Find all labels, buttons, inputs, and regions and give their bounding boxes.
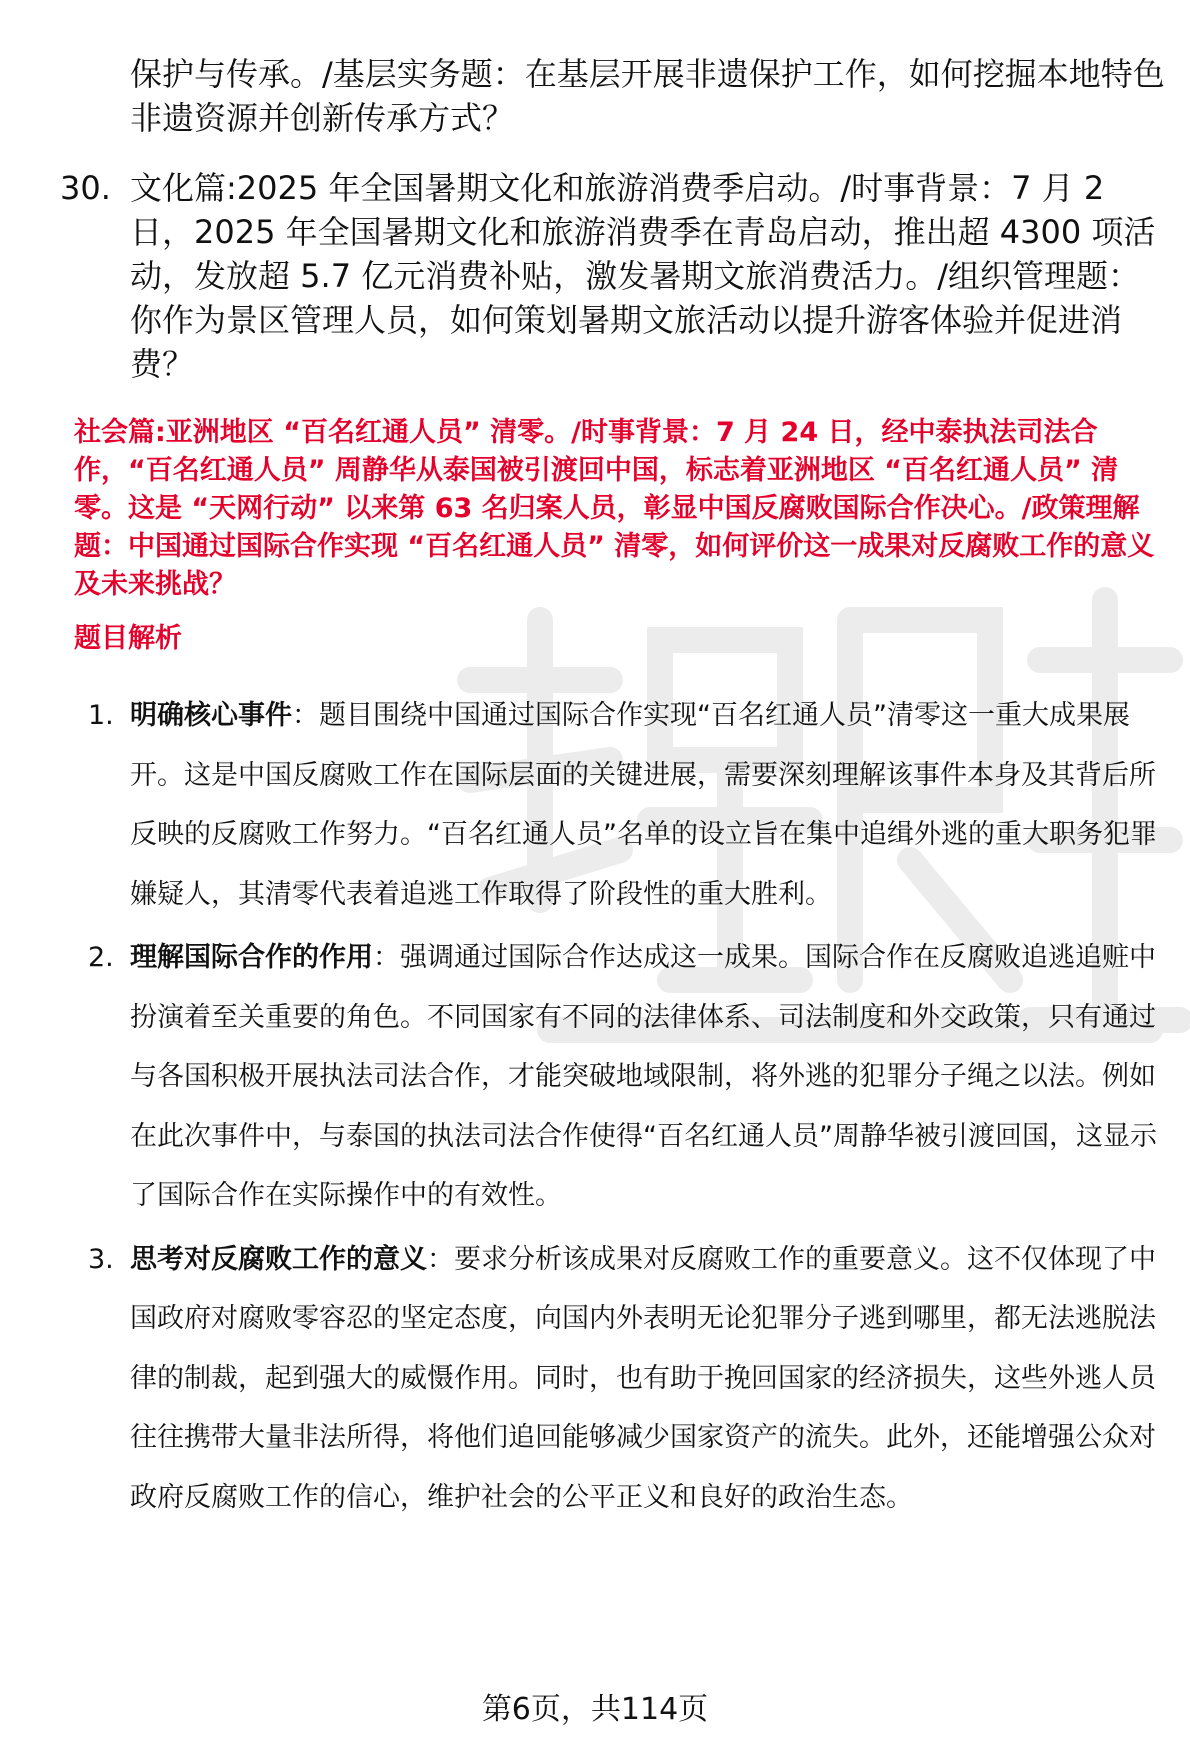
question-number: 30. [60, 169, 111, 207]
analysis-item-text: 题目围绕中国通过国际合作实现“百名红通人员”清零这一重大成果展开。这是中国反腐败工作在国际层面的关键进展，需要深刻理解该事件本身及其背后所反映的反腐败工作努力。“百名红通人员”名单的设立旨在集中追缉外逃的重大职务犯罪嫌疑人，其清零代表着追逃工作取得了阶段性的重大胜利。 [130, 700, 1157, 910]
continued-question-text: 保护与传承。/基层实务题：在基层开展非遗保护工作，如何挖掘本地特色非遗资源并创新传承方式？ [130, 55, 1165, 137]
analysis-item-text: 强调通过国际合作达成这一成果。国际合作在反腐败追逃追赃中扮演着至关重要的角色。不同国家有不同的法律体系、司法制度和外交政策，只有通过与各国积极开展执法司法合作，才能突破地域限制，将外逃的犯罪分子绳之以法。例如在此次事件中，与泰国的执法司法合作使得“百名红通人员”周静华被引渡回国，这显示了国际合作在实际操作中的有效性。 [130, 942, 1157, 1211]
analysis-item-title: 明确核心事件 [130, 700, 292, 731]
analysis-item-title: 理解国际合作的作用 [130, 942, 373, 973]
analysis-item-body [130, 1230, 1170, 1528]
analysis-item [88, 928, 1170, 1226]
analysis-item-body [130, 686, 1170, 924]
analysis-heading: 题目解析 [74, 623, 182, 654]
page-footer: 第6页，共114页 [481, 1692, 709, 1727]
analysis-item [88, 1230, 1170, 1528]
analysis-item-number: 3. [88, 1243, 114, 1275]
analysis-item-separator: ： [373, 942, 400, 973]
analysis-item-separator: ： [292, 700, 319, 731]
question-30 [60, 166, 1170, 386]
question-text: 文化篇:2025 年全国暑期文化和旅游消费季启动。/时事背景：7 月 2 日，2025 年全国暑期文化和旅游消费季在青岛启动，推出超 4300 项活动，发放超 5.7 亿元消费补贴，激发暑期文旅消费活力。/组织管理题：你作为景区管理人员，如何策划暑期文旅活动以提升游客体验并促进消费？ [130, 169, 1156, 383]
analysis-list [88, 686, 1170, 1531]
analysis-item-number: 1. [88, 700, 114, 731]
analysis-item-body [130, 928, 1170, 1226]
highlighted-question: 社会篇:亚洲地区 “百名红通人员” 清零。/时事背景：7 月 24 日，经中泰执法司法合作，“百名红通人员” 周静华从泰国被引渡回中国，标志着亚洲地区 “百名红通人员” 清零。这是 “天网行动” 以来第 63 名归案人员，彰显中国反腐败国际合作决心。/政策理解题：中国通过国际合作实现 “百名红通人员” 清零，如何评价这一成果对反腐败工作的意义及未来挑战？ [74, 417, 1155, 600]
analysis-item-separator: ： [427, 1243, 454, 1275]
analysis-item-text: 要求分析该成果对反腐败工作的重要意义。这不仅体现了中国政府对腐败零容忍的坚定态度，向国内外表明无论犯罪分子逃到哪里，都无法逃脱法律的制裁，起到强大的威慑作用。同时，也有助于挽回国家的经济损失，这些外逃人员往往携带大量非法所得，将他们追回能够减少国家资产的流失。此外，还能增强公众对政府反腐败工作的信心，维护社会的公平正义和良好的政治生态。 [130, 1243, 1156, 1513]
analysis-item-title: 思考对反腐败工作的意义 [130, 1243, 427, 1275]
analysis-item [88, 686, 1170, 924]
analysis-item-number: 2. [88, 942, 114, 973]
